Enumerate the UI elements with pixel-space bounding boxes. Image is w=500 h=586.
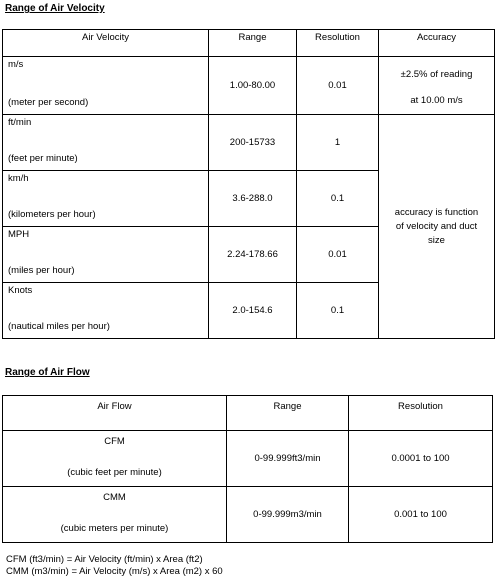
unit-description: (cubic meters per minute) (60, 523, 169, 534)
unit-label: km/h (8, 173, 29, 184)
flow-table (2, 395, 493, 543)
header-resolution: Resolution (349, 396, 493, 431)
range-value: 0-99.999m3/min (227, 487, 349, 543)
header-resolution: Resolution (297, 30, 379, 57)
range-value: 2.0-154.6 (209, 283, 297, 339)
range-value: 2.24-178.66 (209, 227, 297, 283)
unit-cell (3, 57, 209, 115)
velocity-header-row (3, 30, 495, 57)
unit-description: (nautical miles per hour) (8, 321, 110, 332)
flow-unit-cell (3, 487, 227, 543)
resolution-value: 0.1 (297, 283, 379, 339)
accuracy-line: size (428, 234, 445, 246)
velocity-table (2, 29, 495, 339)
unit-cell (3, 283, 209, 339)
header-accuracy: Accuracy (379, 30, 495, 57)
table-row (3, 115, 495, 171)
table-row (3, 487, 493, 543)
flow-header-row (3, 396, 493, 431)
range-value: 3.6-288.0 (209, 171, 297, 227)
header-air-velocity: Air Velocity (3, 30, 209, 57)
flow-section-title: Range of Air Flow (5, 367, 90, 378)
accuracy-line: of velocity and duct (395, 220, 478, 232)
unit-label: CFM (104, 436, 125, 447)
table-row (3, 57, 495, 115)
unit-label: CMM (103, 492, 126, 503)
resolution-value: 0.01 (297, 227, 379, 283)
table-row (3, 431, 493, 487)
velocity-section-title: Range of Air Velocity (5, 3, 105, 14)
resolution-value: 0.01 (297, 57, 379, 115)
unit-description: (kilometers per hour) (8, 209, 96, 220)
resolution-value: 1 (297, 115, 379, 171)
range-value: 0-99.999ft3/min (227, 431, 349, 487)
header-air-flow: Air Flow (3, 396, 227, 431)
unit-cell (3, 227, 209, 283)
formula-cfm: CFM (ft3/min) = Air Velocity (ft/min) x Area (ft2) (6, 554, 203, 565)
unit-description: (cubic feet per minute) (67, 467, 162, 478)
resolution-value: 0.0001 to 100 (349, 431, 493, 487)
unit-cell (3, 171, 209, 227)
header-range: Range (209, 30, 297, 57)
accuracy-line: accuracy is function (394, 206, 479, 218)
formula-cmm: CMM (m3/min) = Air Velocity (m/s) x Area (m2) x 60 (6, 566, 223, 577)
resolution-value: 0.001 to 100 (349, 487, 493, 543)
accuracy-line: at 10.00 m/s (410, 95, 463, 106)
unit-description: (miles per hour) (8, 265, 75, 276)
unit-description: (meter per second) (8, 97, 89, 108)
unit-description: (feet per minute) (8, 153, 78, 164)
unit-label: MPH (8, 229, 30, 240)
unit-cell (3, 115, 209, 171)
range-value: 1.00-80.00 (209, 57, 297, 115)
header-range: Range (227, 396, 349, 431)
unit-label: Knots (8, 285, 33, 296)
accuracy-cell (379, 57, 495, 115)
accuracy-merged-cell (379, 115, 495, 339)
unit-label: ft/min (8, 117, 32, 128)
resolution-value: 0.1 (297, 171, 379, 227)
flow-unit-cell (3, 431, 227, 487)
unit-label: m/s (8, 59, 24, 70)
range-value: 200-15733 (209, 115, 297, 171)
accuracy-line: ±2.5% of reading (400, 69, 473, 80)
